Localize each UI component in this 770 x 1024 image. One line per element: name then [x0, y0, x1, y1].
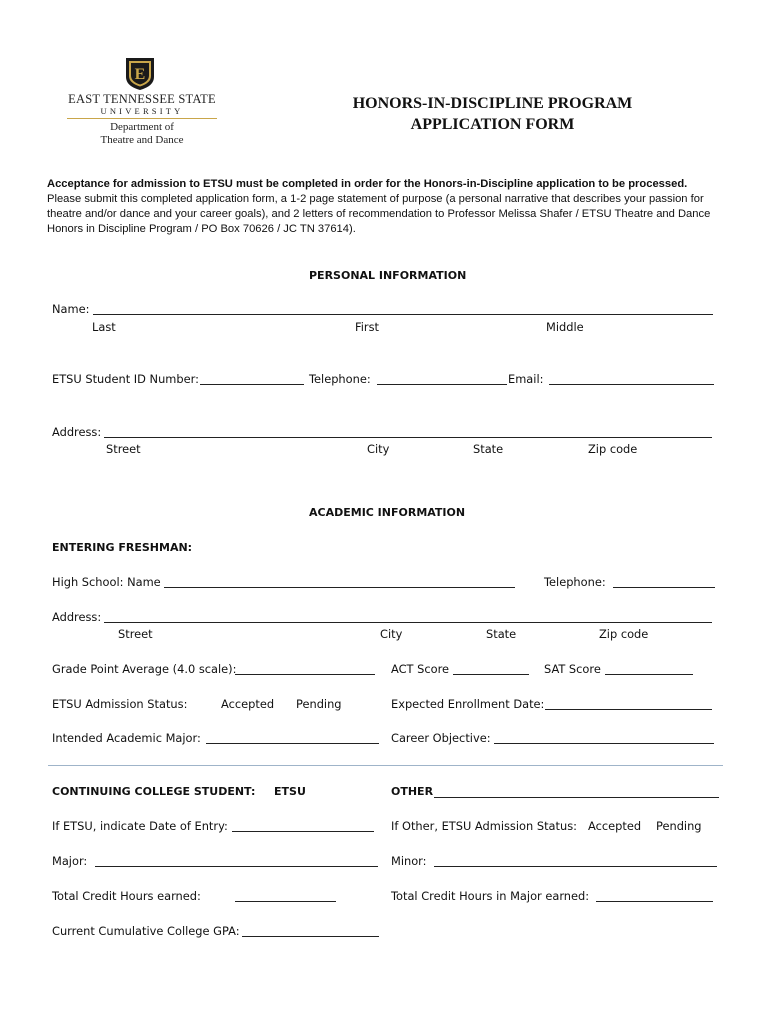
college-gpa-input[interactable]	[242, 925, 379, 937]
entry-date-input[interactable]	[232, 820, 374, 832]
intro-paragraph	[47, 177, 717, 237]
etsu-option[interactable]: ETSU	[274, 785, 306, 798]
status-pending-option[interactable]: Pending	[296, 697, 342, 711]
hs-telephone-input[interactable]	[613, 576, 715, 588]
other-status-label: If Other, ETSU Admission Status:	[391, 819, 577, 833]
major-input[interactable]	[95, 855, 378, 867]
continuing-heading: CONTINUING COLLEGE STUDENT:	[52, 785, 256, 798]
form-title-line2: APPLICATION FORM	[410, 116, 575, 133]
hs-telephone-label: Telephone:	[544, 575, 606, 589]
entry-date-label: If ETSU, indicate Date of Entry:	[52, 819, 228, 833]
name-label: Name:	[52, 302, 90, 316]
act-input[interactable]	[453, 663, 529, 675]
student-id-label: ETSU Student ID Number:	[52, 372, 199, 386]
logo-department	[67, 121, 217, 146]
hs-state-label: State	[486, 627, 517, 641]
email-input[interactable]	[549, 373, 714, 385]
high-school-label: High School: Name	[52, 575, 161, 589]
intended-major-input[interactable]	[206, 732, 379, 744]
gpa-input[interactable]	[235, 663, 375, 675]
academic-heading: ACADEMIC INFORMATION	[309, 506, 466, 519]
logo-dept-line1: Department of	[110, 121, 174, 133]
major-credit-hours-input[interactable]	[596, 890, 713, 902]
address-input[interactable]	[104, 426, 712, 438]
sat-input[interactable]	[605, 663, 693, 675]
hs-street-label: Street	[118, 627, 153, 641]
telephone-input[interactable]	[377, 373, 507, 385]
email-label: Email:	[508, 372, 544, 386]
minor-label: Minor:	[391, 854, 427, 868]
hs-zip-label: Zip code	[599, 627, 649, 641]
enrollment-date-input[interactable]	[545, 698, 712, 710]
name-first-label: First	[355, 320, 379, 334]
section-divider	[48, 765, 723, 766]
intro-text: Please submit this completed application form, a 1-2 page statement of purpose (a personal narrative that describes your passion for theatre and/or dance and your career goals), and 2 letters of recommendation to Professor Melissa Shafer / ETSU Theatre and Dance Honors in Discipline Program / PO Box 70626 / JC TN 37614).	[47, 193, 711, 235]
major-credit-hours-label: Total Credit Hours in Major earned:	[391, 889, 590, 903]
logo-university-word: UNIVERSITY	[100, 106, 184, 116]
enrollment-date-label: Expected Enrollment Date:	[391, 697, 545, 711]
status-accepted-option[interactable]: Accepted	[221, 697, 275, 711]
other-accepted-option[interactable]: Accepted	[588, 819, 642, 833]
name-input[interactable]	[93, 303, 713, 315]
act-label: ACT Score	[391, 662, 450, 676]
shield-letter: E	[134, 66, 146, 83]
etsu-shield-logo	[125, 57, 155, 91]
college-gpa-label: Current Cumulative College GPA:	[52, 924, 240, 938]
gpa-label: Grade Point Average (4.0 scale):	[52, 662, 237, 676]
hs-city-label: City	[380, 627, 403, 641]
logo-rule	[67, 118, 217, 119]
other-input[interactable]	[434, 786, 719, 798]
address-zip-label: Zip code	[588, 442, 638, 456]
hs-address-label: Address:	[52, 610, 102, 624]
intro-bold: Acceptance for admission to ETSU must be completed in order for the Honors-in-Discipline application to be processed.	[47, 178, 688, 190]
form-title-line1: HONORS-IN-DISCIPLINE PROGRAM	[352, 95, 633, 112]
address-city-label: City	[367, 442, 390, 456]
career-objective-label: Career Objective:	[391, 731, 491, 745]
telephone-label: Telephone:	[309, 372, 371, 386]
student-id-input[interactable]	[200, 373, 304, 385]
address-label: Address:	[52, 425, 102, 439]
credit-hours-label: Total Credit Hours earned:	[52, 889, 201, 903]
career-objective-input[interactable]	[494, 732, 714, 744]
address-state-label: State	[473, 442, 504, 456]
credit-hours-input[interactable]	[235, 890, 336, 902]
high-school-input[interactable]	[164, 576, 515, 588]
minor-input[interactable]	[434, 855, 717, 867]
hs-address-input[interactable]	[104, 611, 712, 623]
name-middle-label: Middle	[546, 320, 584, 334]
other-pending-option[interactable]: Pending	[656, 819, 702, 833]
freshman-heading: ENTERING FRESHMAN:	[52, 541, 193, 554]
major-label: Major:	[52, 854, 88, 868]
logo-university-name: EAST TENNESSEE STATE	[68, 92, 216, 106]
admission-status-label: ETSU Admission Status:	[52, 697, 188, 711]
personal-heading: PERSONAL INFORMATION	[309, 269, 467, 282]
intended-major-label: Intended Academic Major:	[52, 731, 201, 745]
sat-label: SAT Score	[544, 662, 601, 676]
logo-dept-line2: Theatre and Dance	[100, 133, 184, 146]
address-street-label: Street	[106, 442, 141, 456]
other-label: OTHER	[391, 785, 434, 798]
name-last-label: Last	[92, 320, 116, 334]
